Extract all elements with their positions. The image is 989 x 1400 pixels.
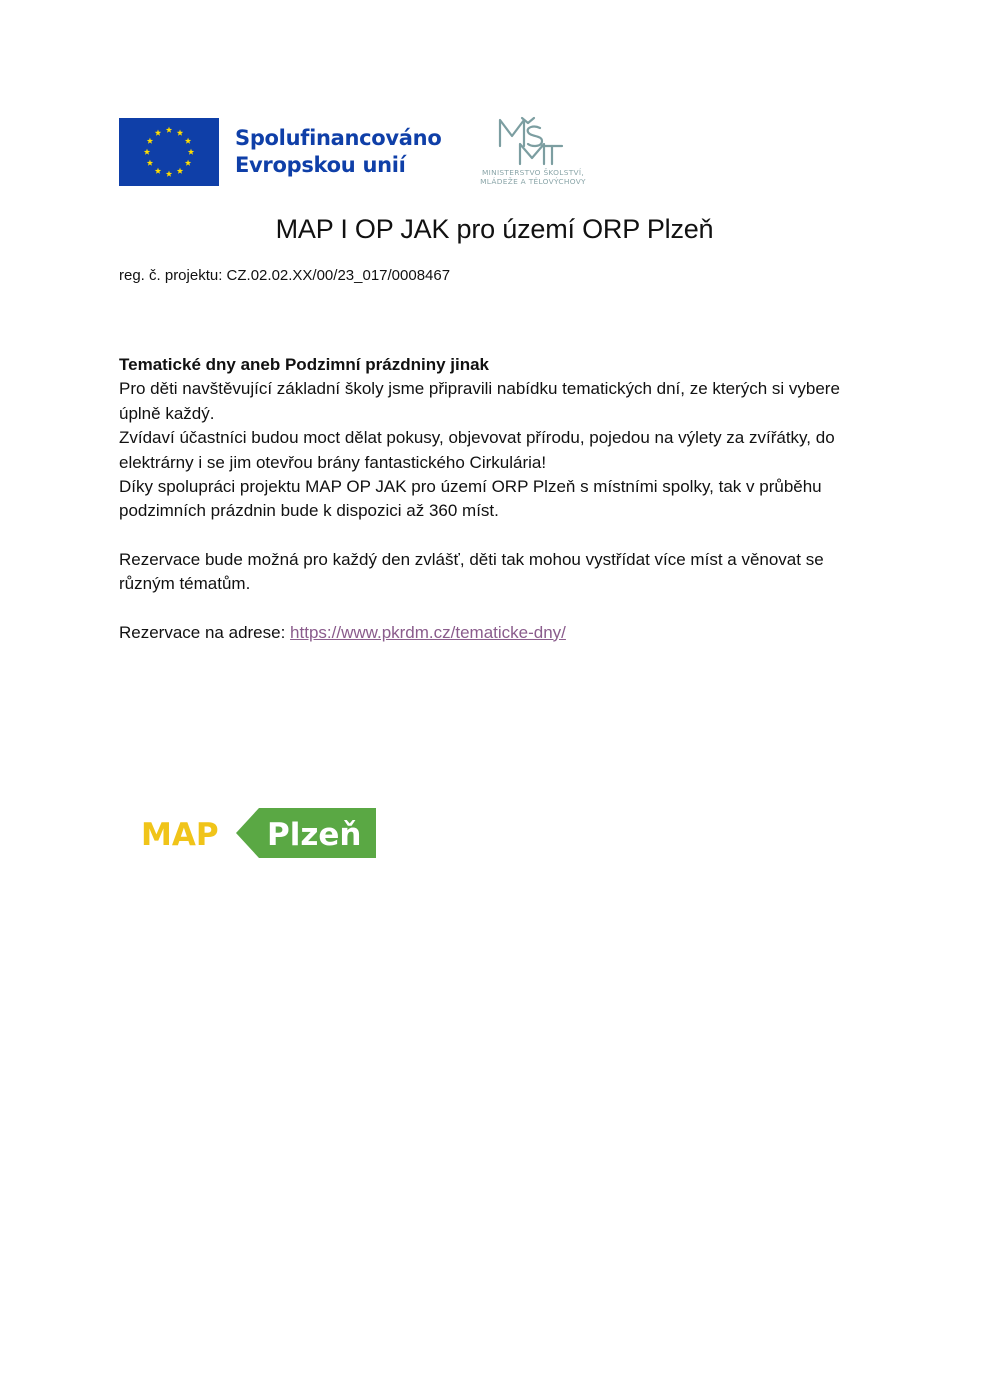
- reservation-link[interactable]: https://www.pkrdm.cz/tematicke-dny/: [290, 622, 566, 642]
- document-title: MAP I OP JAK pro území ORP Plzeň: [275, 214, 714, 244]
- msmt-caption-line1: MINISTERSTVO ŠKOLSTVÍ,: [481, 168, 585, 177]
- registration-number: reg. č. projektu: CZ.02.02.XX/00/23_017/0008467: [119, 267, 451, 284]
- eu-star-icon: [166, 127, 172, 133]
- paragraph-reservation-info: Rezervace bude možná pro každý den zvlášť, děti tak mohou vystřídat více míst a věnovat se různým tématům.: [119, 549, 824, 594]
- eu-cofunding-logo: [119, 118, 441, 186]
- eu-star-icon: [155, 130, 161, 136]
- eu-star-icon: [185, 138, 191, 144]
- eu-flag-icon: [119, 118, 219, 186]
- paragraph-offer: Pro děti navštěvující základní školy jsme připravili nabídku tematických dní, ze kterých si vybere úplně každý.: [119, 379, 840, 423]
- map-logo-left-text: MAP: [141, 817, 219, 853]
- map-logo-right-text: Plzeň: [267, 817, 362, 853]
- eu-star-icon: [177, 168, 183, 174]
- content-heading: Tematické dny aneb Podzimní prázdniny jinak: [119, 355, 489, 374]
- eu-star-icon: [185, 160, 191, 166]
- eu-star-icon: [177, 130, 183, 136]
- spacer: [119, 524, 879, 548]
- paragraph-activities: Zvídaví účastníci budou moct dělat pokusy, objevovat přírodu, pojedou na výlety za zvířátky, do elektrárny i se jim otevřou brány fantastického Cirkulária!: [119, 428, 835, 472]
- reservation-line: [119, 621, 879, 645]
- map-plzen-logo: [141, 806, 377, 860]
- content-body: [119, 353, 879, 645]
- msmt-caption-line2: MLÁDEŽE A TĚLOVÝCHOVY: [480, 177, 586, 186]
- reservation-label: Rezervace na adrese:: [119, 622, 291, 642]
- eu-logo-text: [235, 125, 441, 179]
- msmt-monogram-icon: [458, 116, 608, 168]
- msmt-logo: [458, 116, 608, 190]
- spacer: [119, 597, 879, 621]
- eu-star-icon: [155, 168, 161, 174]
- eu-star-icon: [144, 149, 150, 155]
- eu-star-icon: [188, 149, 194, 155]
- paragraph-capacity: Díky spolupráci projektu MAP OP JAK pro území ORP Plzeň s místními spolky, tak v průběhu podzimních prázdnin bude k dispozici až 360 míst.: [119, 477, 822, 521]
- eu-star-icon: [166, 171, 172, 177]
- eu-star-icon: [147, 138, 153, 144]
- msmt-caption: [458, 168, 608, 186]
- eu-logo-line2: Evropskou unií: [235, 153, 406, 177]
- eu-star-icon: [147, 160, 153, 166]
- eu-logo-line1: Spolufinancováno: [235, 126, 442, 150]
